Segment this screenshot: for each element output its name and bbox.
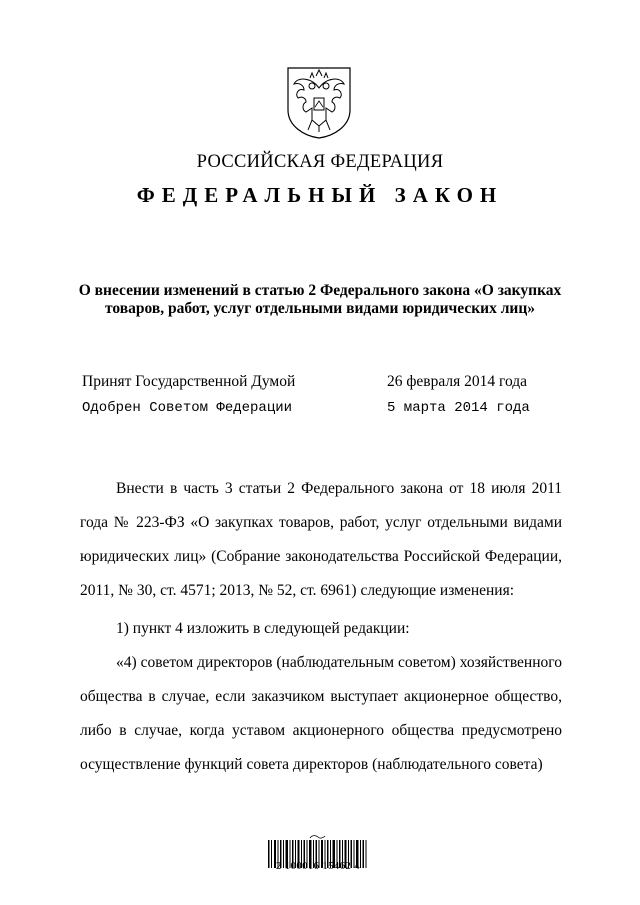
adoption-row-council (82, 400, 542, 416)
adoption-label: Одобрен Советом Федерации (82, 400, 293, 416)
law-title (70, 282, 570, 318)
body-paragraph-2: 1) пункт 4 изложить в следующей редакции: (116, 620, 410, 637)
adoption-row-duma (82, 373, 542, 391)
country-heading: РОССИЙСКАЯ ФЕДЕРАЦИЯ (196, 152, 444, 172)
barcode-number: 2 100016 15462 4 (275, 861, 361, 872)
body-paragraph-1: Внести в часть 3 статьи 2 Федерального закона от 18 июля 2011 года № 223-ФЗ «О закупках товаров, работ, услуг отдельными видами юридических лиц» (Собрание законодательства Российской Федерации, 2011, № 30, ст. 4571; 2013, № 52, ст. 6961) следующие изменения: (80, 480, 562, 599)
coat-of-arms-emblem (284, 64, 354, 140)
law-title-line-1: О внесении изменений в статью 2 Федерального закона «О закупках (78, 282, 562, 299)
adoption-date: 5 марта 2014 года (387, 400, 530, 416)
body-paragraph-3: «4) советом директоров (наблюдательным советом) хозяйственного общества в случае, если заказчиком выступает акционерное общество, либо в случае, когда уставом акционерного общества предусмотрено осуществление функций совета директоров (наблюдательного совета) (80, 654, 562, 773)
law-title-line-2: товаров, работ, услуг отдельными видами юридических лиц» (104, 300, 536, 317)
adoption-label: Принят Государственной Думой (82, 373, 296, 390)
adoption-date: 26 февраля 2014 года (387, 373, 528, 390)
document-type-heading: ФЕДЕРАЛЬНЫЙ ЗАКОН (136, 183, 504, 207)
law-body (80, 472, 562, 782)
